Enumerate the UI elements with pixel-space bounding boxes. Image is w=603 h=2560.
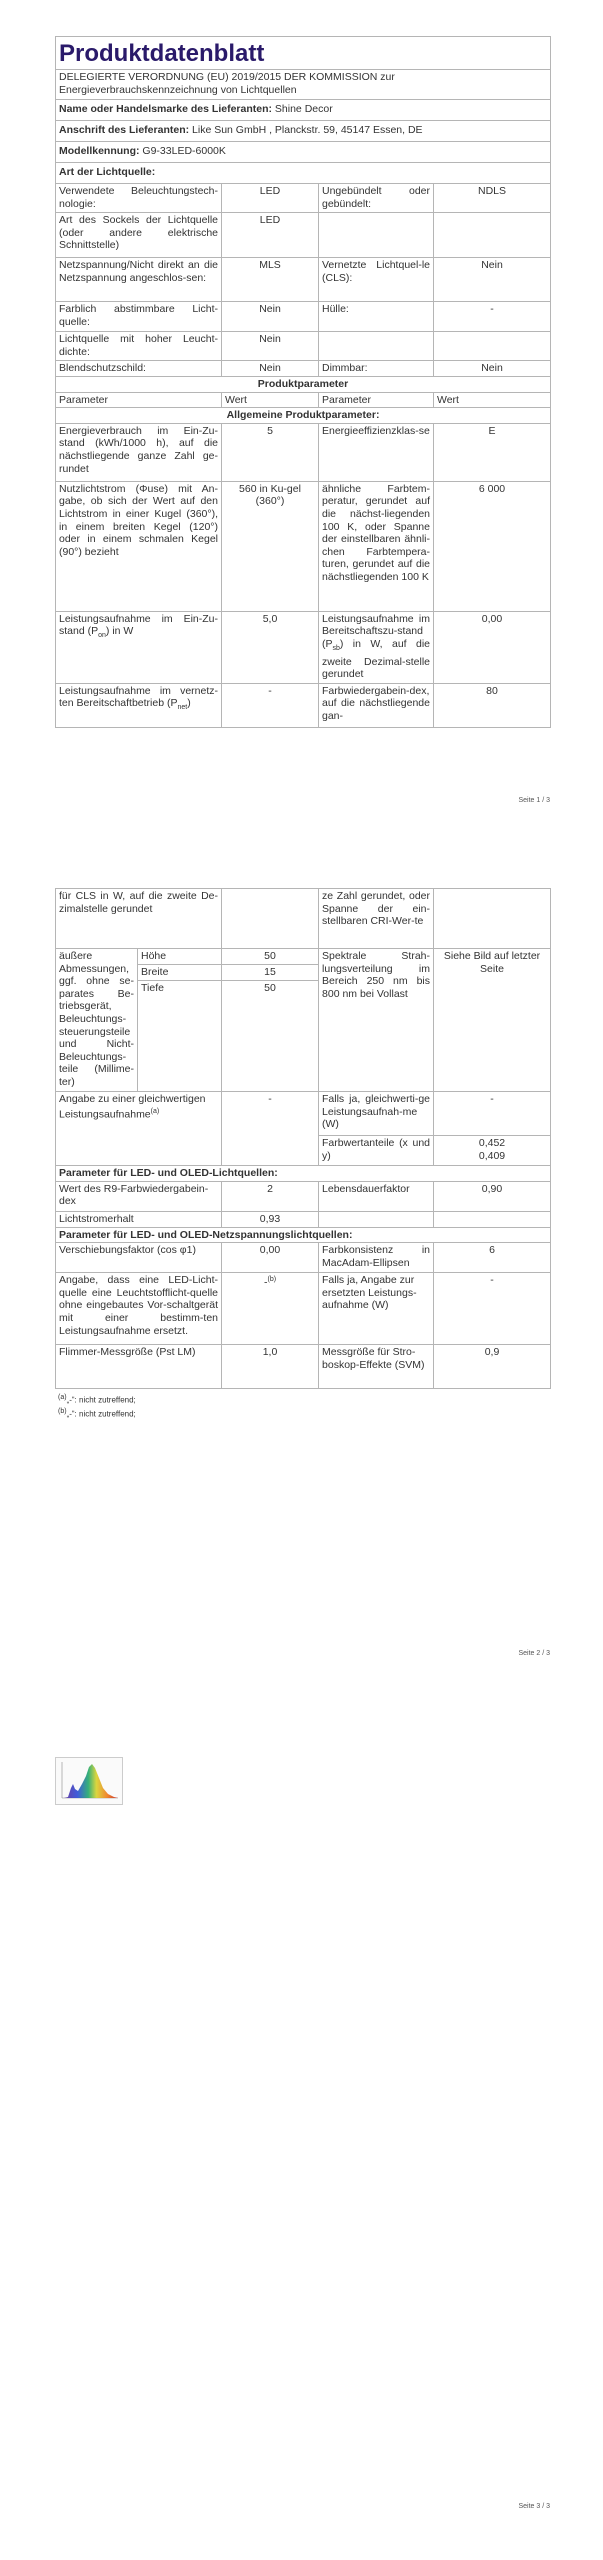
param-value: Siehe Bild auf letzter Seite	[434, 949, 551, 1092]
param-value: -	[434, 1092, 551, 1136]
page-number: Seite 2 / 3	[518, 1650, 550, 1657]
datasheet-table-page2	[55, 888, 551, 1389]
column-header: Wert	[434, 392, 551, 408]
type-value: Nein	[222, 332, 319, 361]
column-header: Parameter	[319, 392, 434, 408]
model-label: Modellkennung:	[59, 145, 140, 157]
footnote: $^{(a)}$„-“: nicht zutreffend;	[58, 1394, 136, 1405]
param-value	[434, 889, 551, 949]
param-value: -	[222, 1092, 319, 1166]
address-row	[56, 121, 551, 142]
type-value: Nein	[222, 302, 319, 332]
type-value: LED	[222, 184, 319, 213]
param-label: für CLS in W, auf die zweite De-zimalstelle gerundet	[56, 889, 222, 949]
page-1	[55, 36, 550, 728]
param-label: Nutzlichtstrom (Φuse) mit An-gabe, ob sich der Wert auf den Lichtstrom in einer Kugel (360°), in einem breiten Kegel (120°) oder in einem schmalen Kegel (90°) bezieht	[56, 481, 222, 611]
type-value	[434, 213, 551, 258]
type-label	[319, 332, 434, 361]
column-header: Wert	[222, 392, 319, 408]
param-value: -$^{(b)}$	[222, 1273, 319, 1345]
param-label: Leistungsaufnahme im Bereitschaftszu-stand $(P_{sb})$ in W, auf die zweite Dezimal-stelle gerundet	[319, 611, 434, 683]
param-value	[434, 1211, 551, 1227]
param-value: 0,9	[434, 1345, 551, 1389]
param-label: Falls ja, Angabe zur ersetzten Leistungs-aufnahme (W)	[319, 1273, 434, 1345]
type-label: Lichtquelle mit hoher Leucht-dichte:	[56, 332, 222, 361]
datasheet-table-page1	[55, 36, 551, 728]
type-label: Vernetzte Lichtquel-le (CLS):	[319, 258, 434, 302]
param-label: Energieverbrauch im Ein-Zu-stand (kWh/1000 h), auf die nächstliegende ganze Zahl ge-rundet	[56, 423, 222, 481]
type-value: MLS	[222, 258, 319, 302]
type-value: Nein	[434, 361, 551, 377]
model-row	[56, 142, 551, 163]
param-value: 0,452 0,409	[434, 1136, 551, 1166]
type-label: Dimmbar:	[319, 361, 434, 377]
model-value: G9-33LED-6000K	[142, 145, 226, 157]
page-number: Seite 3 / 3	[518, 2503, 550, 2510]
param-label: Messgröße für Stro-boskop-Effekte (SVM)	[319, 1345, 434, 1389]
param-label: Verschiebungsfaktor (cos φ1)	[56, 1243, 222, 1273]
param-label: Flimmer-Messgröße (Pst LM)	[56, 1345, 222, 1389]
dimension-key: Tiefe	[138, 981, 222, 1092]
page-number: Seite 1 / 3	[518, 797, 550, 804]
regulation-text: DELEGIERTE VERORDNUNG (EU) 2019/2015 DER KOMMISSION zur Energieverbrauchskennzeichnung von Lichtquellen	[56, 70, 551, 100]
dimensions-label: äußere Abmessungen, ggf. ohne se-parates Be-triebsgerät, Beleuchtungs-steuerungsteile und Nicht-Beleuchtungs-teile (Millime-ter)	[56, 949, 138, 1092]
param-value: 6 000	[434, 481, 551, 611]
param-label: ähnliche Farbtem-peratur, gerundet auf die nächst-liegenden 100 K, oder Spanne der einstellbaren ähnli-chen Farbtempera-turen, gerundet auf die nächstliegenden 100 K	[319, 481, 434, 611]
supplier-label: Name oder Handelsmarke des Lieferanten:	[59, 103, 272, 115]
general-header: Allgemeine Produktparameter:	[56, 408, 551, 424]
address-value: Like Sun GmbH , Planckstr. 59, 45147 Essen, DE	[192, 124, 423, 136]
param-label: Farbkonsistenz in MacAdam-Ellipsen	[319, 1243, 434, 1273]
param-value: 1,0	[222, 1345, 319, 1389]
type-label: Ungebündelt oder gebündelt:	[319, 184, 434, 213]
dimension-value: 50	[222, 981, 319, 1092]
supplier-value: Shine Decor	[274, 103, 333, 115]
type-value: NDLS	[434, 184, 551, 213]
address-label: Anschrift des Lieferanten:	[59, 124, 190, 136]
param-label: ze Zahl gerundet, oder Spanne der ein-stellbaren CRI-Wer-te	[319, 889, 434, 949]
param-label: Lebensdauerfaktor	[319, 1181, 434, 1211]
footnote: $^{(b)}$„-“: nicht zutreffend;	[58, 1407, 136, 1419]
param-value: 2	[222, 1181, 319, 1211]
param-label	[319, 1211, 434, 1227]
type-value: LED	[222, 213, 319, 258]
type-label: Blendschutzschild:	[56, 361, 222, 377]
spectrum-image	[55, 1757, 123, 1805]
dimension-value: 15	[222, 965, 319, 981]
param-value: 0,93	[222, 1211, 319, 1227]
param-label: Falls ja, gleichwerti-ge Leistungsaufnah-me (W)	[319, 1092, 434, 1136]
param-value: 0,00	[222, 1243, 319, 1273]
dimension-key: Höhe	[138, 949, 222, 965]
type-label: Hülle:	[319, 302, 434, 332]
page-title: Produktdatenblatt	[56, 37, 551, 70]
param-value: 5,0	[222, 611, 319, 683]
param-value: E	[434, 423, 551, 481]
params-header: Produktparameter	[56, 377, 551, 393]
param-label: Leistungsaufnahme im Ein-Zu-stand $(P_{on})$ in W	[56, 611, 222, 683]
spectral-distribution-graphic	[56, 1758, 122, 1804]
param-value: 5	[222, 423, 319, 481]
type-value: Nein	[434, 258, 551, 302]
param-label: Angabe zu einer gleichwertigen Leistungsaufnahme$^{(a)}$	[56, 1092, 222, 1166]
param-label: Leistungsaufnahme im vernetz-ten Bereitschaftbetrieb $(P_{net})$	[56, 683, 222, 727]
param-label: Spektrale Strah-lungsverteilung im Bereich 250 nm bis 800 nm bei Vollast	[319, 949, 434, 1092]
type-label	[319, 213, 434, 258]
dimension-key: Breite	[138, 965, 222, 981]
param-label: Wert des R9-Farbwiedergabein-dex	[56, 1181, 222, 1211]
supplier-row	[56, 100, 551, 121]
led-header: Parameter für LED- und OLED-Lichtquellen:	[56, 1166, 551, 1182]
column-header: Parameter	[56, 392, 222, 408]
param-label: Lichtstromerhalt	[56, 1211, 222, 1227]
type-value: Nein	[222, 361, 319, 377]
param-label: Energieeffizienzklas-se	[319, 423, 434, 481]
param-label: Farbwiedergabein-dex, auf die nächstliegende gan-	[319, 683, 434, 727]
param-value: -	[434, 1273, 551, 1345]
type-label: Netzspannung/Nicht direkt an die Netzspannung angeschlos-sen:	[56, 258, 222, 302]
type-label: Farblich abstimmbare Licht-quelle:	[56, 302, 222, 332]
type-value	[434, 332, 551, 361]
type-label: Art des Sockels der Lichtquelle (oder andere elektrische Schnittstelle)	[56, 213, 222, 258]
param-label: Angabe, dass eine LED-Licht-quelle eine Leuchtstofflicht-quelle ohne eingebautes Vor-schaltgerät mit einer bestimm-ten Leistungsaufnahme ersetzt.	[56, 1273, 222, 1345]
param-value: 0,90	[434, 1181, 551, 1211]
param-value	[222, 889, 319, 949]
param-value: 6	[434, 1243, 551, 1273]
type-value: -	[434, 302, 551, 332]
page-2	[55, 888, 550, 1420]
mains-header: Parameter für LED- und OLED-Netzspannungslichtquellen:	[56, 1227, 551, 1243]
param-value: 560 in Ku-gel (360°)	[222, 481, 319, 611]
param-label: Farbwertanteile (x und y)	[319, 1136, 434, 1166]
type-header: Art der Lichtquelle:	[56, 163, 551, 184]
type-label: Verwendete Beleuchtungstech-nologie:	[56, 184, 222, 213]
dimension-value: 50	[222, 949, 319, 965]
param-value: -	[222, 683, 319, 727]
param-value: 0,00	[434, 611, 551, 683]
param-value: 80	[434, 683, 551, 727]
